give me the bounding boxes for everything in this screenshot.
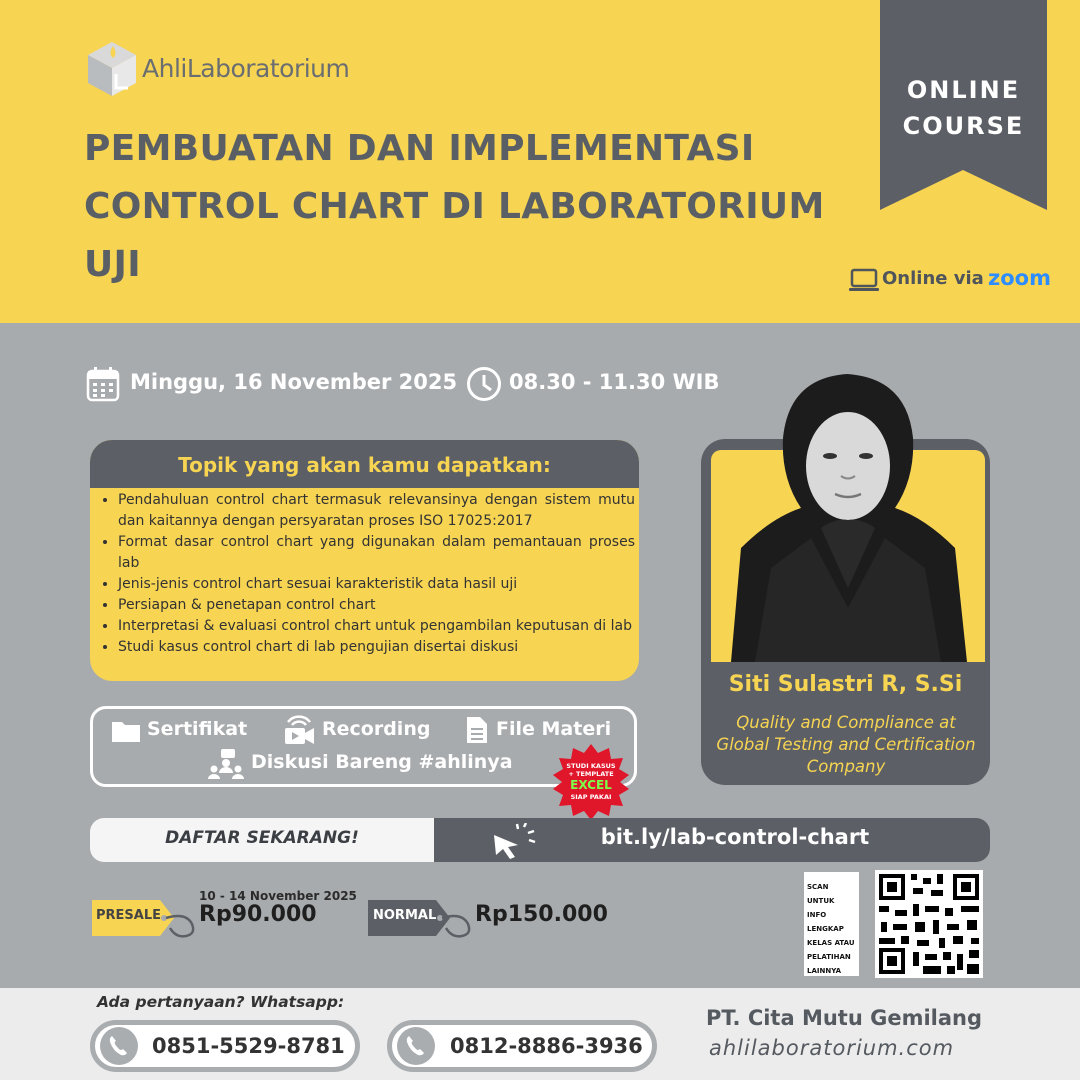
topic-item: • Studi kasus control chart di lab pengujian disertai diskusi [118,637,635,658]
benefit-file-materi: File Materi [496,718,612,740]
scan-line: KELAS ATAU [807,939,855,947]
click-cursor-icon [488,823,536,859]
badge-excel: EXCEL [570,778,612,792]
discussion-group-icon [207,748,245,780]
event-date: Minggu, 16 November 2025 [130,370,458,394]
clock-icon [466,366,502,402]
topic-item: • Pendahuluan control chart termasuk relevansinya dengan sistem mutu dan kaitannya dengan persyaratan proses ISO 17025:2017 [118,490,635,532]
title-line-1: PEMBUATAN DAN IMPLEMENTASI [84,128,755,169]
qr-code[interactable] [875,870,983,978]
ribbon-text [880,72,1047,144]
speaker-name: Siti Sulastri R, S.Si [728,672,963,697]
topic-item: • Format dasar control chart yang digunakan dalam pemantauan proses lab [118,532,635,574]
normal-label: NORMAL [373,908,437,923]
benefit-recording: Recording [322,718,431,740]
whatsapp-question-text: Ada pertanyaan? Whatsapp: [97,993,345,1011]
benefit-diskusi: Diskusi Bareng #ahlinya [251,751,513,773]
scan-info-text [807,880,859,978]
file-icon [466,716,488,744]
topic-item: • Jenis-jenis control chart sesuai karakteristik data hasil uji [118,574,635,595]
speaker-role: Quality and Compliance at Global Testing and Certification Company [716,713,976,776]
presale-label: PRESALE [96,908,162,923]
website-link[interactable]: ahlilaboratorium.com [709,1036,955,1060]
scan-line: INFO [807,911,827,919]
normal-price: Rp150.000 [475,902,608,927]
scan-line: PELATIHAN [807,953,851,961]
logo-cube-icon [86,40,138,98]
zoom-logo-text: zoom [988,266,1051,290]
ribbon-line-1: ONLINE [906,76,1021,104]
scan-line: LAINNYA [807,967,842,975]
benefit-certificate: Sertifikat [147,718,248,740]
ribbon-line-2: COURSE [902,112,1025,140]
title-line-2: CONTROL CHART DI LABORATORIUM UJI [84,186,825,285]
badge-text-top [552,762,630,778]
company-name: PT. Cita Mutu Gemilang [706,1006,983,1030]
calendar-icon [86,366,120,402]
phone-icon [100,1027,138,1065]
badge-line-1: STUDI KASUS [566,762,616,770]
speaker-photo [711,368,985,662]
scan-line: LENGKAP [807,925,844,933]
event-time: 08.30 - 11.30 WIB [509,370,720,394]
register-now-label[interactable]: DAFTAR SEKARANG! [165,828,359,848]
course-title [84,120,864,294]
phone-number-2[interactable]: 0812-8886-3936 [450,1034,643,1058]
topics-list [100,490,635,658]
phone-number-1[interactable]: 0851-5529-8781 [152,1034,345,1058]
scan-line: SCAN [807,883,829,891]
laptop-icon [848,268,880,294]
topics-heading: Topik yang akan kamu dapatkan: [90,440,639,488]
phone-icon-container [397,1027,435,1065]
logo-text: AhliLaboratorium [142,54,350,83]
scan-line: UNTUK [807,897,835,905]
registration-link[interactable]: bit.ly/lab-control-chart [600,825,870,849]
phone-icon-container [100,1027,138,1065]
badge-line-2: + TEMPLATE [568,770,614,778]
folder-icon [111,718,141,744]
presale-dates: 10 - 14 November 2025 [199,889,357,903]
topic-item: • Interpretasi & evaluasi control chart untuk pengambilan keputusan di lab [118,616,635,637]
topics-box [90,440,639,681]
phone-icon [397,1027,435,1065]
badge-line-4: SIAP PAKAI [570,793,612,801]
recording-icon [282,714,316,746]
topic-item: • Persiapan & penetapan control chart [118,595,635,616]
presale-price: Rp90.000 [199,902,317,927]
online-via-text: Online via [882,268,984,289]
